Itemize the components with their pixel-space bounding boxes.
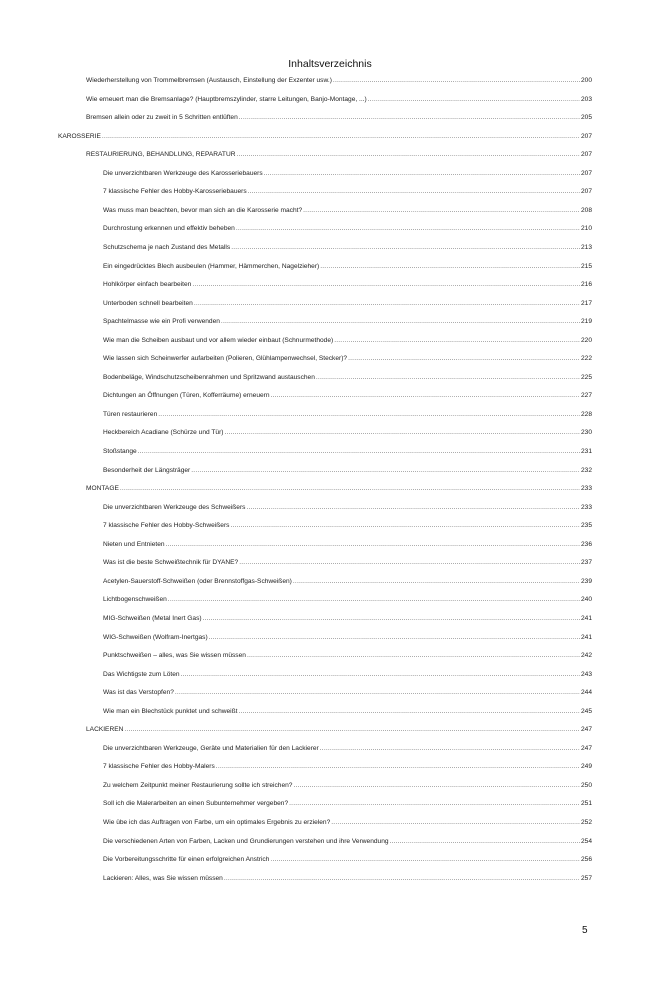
toc-entry[interactable] — [86, 113, 592, 122]
toc-entry[interactable] — [103, 595, 592, 604]
toc-dot-leader — [224, 428, 580, 437]
toc-entry[interactable] — [103, 336, 592, 345]
toc-dot-leader — [368, 95, 580, 104]
toc-entry-page: 237 — [580, 559, 592, 567]
toc-entry[interactable] — [86, 76, 592, 85]
toc-entry-title: KAROSSERIE — [58, 132, 101, 140]
toc-dot-leader — [124, 725, 580, 734]
toc-entry-page: 241 — [580, 614, 592, 622]
toc-entry-title: Die verschiedenen Arten von Farben, Lacken und Grundierungen verstehen und ihre Verwendung — [103, 837, 389, 845]
toc-entry-title: MIG-Schweißen (Metal Inert Gas) — [103, 614, 202, 622]
toc-entry-page: 244 — [580, 689, 592, 697]
toc-entry[interactable] — [103, 688, 592, 697]
toc-entry-page: 213 — [580, 243, 592, 251]
toc-dot-leader — [247, 651, 580, 660]
toc-entry[interactable] — [103, 206, 592, 215]
toc-entry-title: Dichtungen an Öffnungen (Türen, Kofferräume) erneuern — [103, 392, 270, 400]
toc-entry[interactable] — [103, 577, 592, 586]
toc-dot-leader — [181, 670, 580, 679]
toc-entry-title: Acetylen-Sauerstoff-Schweißen (oder Brennstoffgas-Schweißen) — [103, 577, 292, 585]
toc-entry-page: 254 — [580, 837, 592, 845]
toc-entry[interactable] — [103, 317, 592, 326]
toc-entry-page: 207 — [580, 169, 592, 177]
toc-entry-title: WIG-Schweißen (Wolfram-Inertgas) — [103, 633, 208, 641]
toc-entry-title: Besonderheit der Längsträger — [103, 466, 191, 474]
toc-entry-title: 7 klassische Fehler des Hobby-Malers — [103, 763, 215, 771]
toc-entry-page: 243 — [580, 670, 592, 678]
toc-entry[interactable] — [103, 781, 592, 790]
toc-dot-leader — [320, 262, 580, 271]
toc-dot-leader — [102, 132, 580, 141]
toc-entry-title: Wie man die Scheiben ausbaut und vor allem wieder einbaut (Schnurmethode) — [103, 336, 334, 344]
toc-dot-leader — [264, 169, 580, 178]
toc-dot-leader — [216, 762, 580, 771]
toc-entry-title: Was ist das Verstopfen? — [103, 689, 174, 697]
toc-dot-leader — [239, 113, 580, 122]
toc-entry-page: 233 — [580, 503, 592, 511]
toc-entry-title: Spachtelmasse wie ein Profi verwenden — [103, 318, 220, 326]
toc-dot-leader — [236, 224, 580, 233]
page-number: 5 — [582, 925, 588, 936]
toc-entry-title: Wie übe ich das Auftragen von Farbe, um ein optimales Ergebnis zu erzielen? — [103, 819, 331, 826]
toc-entry[interactable] — [103, 707, 592, 716]
toc-dot-leader — [246, 503, 580, 512]
toc-entry[interactable] — [103, 169, 592, 178]
toc-entry[interactable] — [103, 744, 592, 753]
toc-entry-page: 250 — [580, 781, 592, 789]
toc-entry-page: 225 — [580, 373, 592, 381]
toc-entry-page: 230 — [580, 429, 592, 437]
toc-dot-leader — [348, 354, 580, 363]
toc-entry-page: 240 — [580, 596, 592, 604]
toc-dot-leader — [120, 484, 580, 493]
toc-entry-title: Was ist die beste Schweißtechnik für DYANE? — [103, 559, 239, 567]
toc-entry[interactable] — [103, 354, 592, 363]
toc-entry[interactable] — [103, 299, 592, 308]
toc-dot-leader — [209, 633, 580, 642]
toc-entry-page: 205 — [580, 114, 592, 122]
toc-entry-page: 241 — [580, 633, 592, 641]
toc-entry-title: Ein eingedrücktes Blech ausbeulen (Hammer, Hämmerchen, Nagelzieher) — [103, 262, 320, 270]
toc-dot-leader — [293, 781, 580, 790]
toc-entry-title: Wie lassen sich Scheinwerfer aufarbeiten (Polieren, Glühlampenwechsel, Stecker)? — [103, 355, 348, 363]
toc-entry-title: 7 klassische Fehler des Hobby-Schweißers — [103, 522, 230, 530]
toc-dot-leader — [168, 595, 580, 604]
toc-entry-page: 257 — [580, 874, 592, 882]
toc-entry-page: 247 — [580, 726, 592, 734]
toc-dot-leader — [166, 540, 580, 549]
toc-dot-leader — [191, 466, 580, 475]
toc-entry-title: Nieten und Entnieten — [103, 540, 165, 548]
toc-entry[interactable] — [103, 447, 592, 456]
toc-entry-title: Wiederherstellung von Trommelbremsen (Austausch, Einstellung der Exzenter usw.) — [86, 77, 332, 84]
toc-entry-page: 231 — [580, 448, 592, 455]
toc-entry-page: 228 — [580, 410, 592, 418]
toc-entry-page: 200 — [580, 77, 592, 84]
toc-dot-leader — [271, 391, 580, 400]
toc-entry-page: 247 — [580, 744, 592, 752]
toc-entry-title: Durchrostung erkennen und effektiv beheben — [103, 225, 235, 233]
toc-dot-leader — [158, 410, 580, 419]
toc-entry[interactable] — [103, 855, 592, 864]
toc-entry-title: Die Vorbereitungsschritte für einen erfolgreichen Anstrich — [103, 856, 270, 864]
toc-entry-title: Zu welchem Zeitpunkt meiner Restaurierung sollte ich streichen? — [103, 781, 293, 789]
toc-entry-page: 207 — [580, 132, 592, 140]
toc-entry-title: Schutzschema je nach Zustand des Metalls — [103, 243, 231, 251]
toc-entry[interactable] — [86, 95, 592, 104]
toc-dot-leader — [293, 577, 580, 586]
toc-entry-page: 217 — [580, 299, 592, 307]
toc-entry-page: 252 — [580, 819, 592, 826]
toc-dot-leader — [138, 447, 580, 456]
toc-entry-page: 245 — [580, 707, 592, 715]
toc-dot-leader — [175, 688, 580, 697]
toc-entry-page: 220 — [580, 336, 592, 344]
toc-entry[interactable] — [103, 187, 592, 196]
toc-dot-leader — [203, 614, 580, 623]
toc-dot-leader — [230, 521, 580, 530]
toc-dot-leader — [239, 707, 580, 716]
toc-entry[interactable] — [103, 243, 592, 252]
toc-entry-page: 251 — [580, 800, 592, 808]
toc-entry-page: 233 — [580, 485, 592, 493]
toc-entry-page: 210 — [580, 225, 592, 233]
toc-entry[interactable] — [103, 540, 592, 549]
toc-entry-title: Das Wichtigste zum Löten — [103, 670, 180, 678]
toc-dot-leader — [270, 855, 580, 864]
toc-entry[interactable] — [103, 410, 592, 419]
toc-entry[interactable] — [103, 799, 592, 808]
toc-dot-leader — [333, 76, 580, 85]
toc-entry[interactable] — [103, 874, 592, 883]
toc-entry[interactable] — [103, 280, 592, 289]
toc-entry-title: Unterboden schnell bearbeiten — [103, 299, 193, 307]
page-title: Inhaltsverzeichnis — [288, 58, 372, 70]
toc-entry[interactable] — [86, 484, 592, 493]
toc-entry-title: Wie man ein Blechstück punktet und schweißt — [103, 707, 238, 715]
toc-entry-page: 203 — [580, 95, 592, 103]
toc-entry-page: 227 — [580, 392, 592, 400]
toc-entry[interactable] — [103, 651, 592, 660]
toc-dot-leader — [192, 280, 580, 289]
toc-entry-page: 256 — [580, 856, 592, 864]
toc-entry[interactable] — [103, 633, 592, 642]
toc-dot-leader — [239, 558, 580, 567]
toc-entry-title: Heckbereich Acadiane (Schürze und Tür) — [103, 429, 224, 437]
toc-entry[interactable] — [103, 224, 592, 233]
toc-entry[interactable] — [103, 373, 592, 382]
toc-entry-title: RESTAURIERUNG, BEHANDLUNG, REPARATUR — [86, 151, 236, 159]
toc-entry[interactable] — [103, 391, 592, 400]
toc-entry-title: Die unverzichtbaren Werkzeuge, Geräte und Materialien für den Lackierer — [103, 744, 319, 752]
toc-entry-page: 215 — [580, 262, 592, 270]
toc-entry-title: Stoßstange — [103, 448, 137, 455]
toc-entry-title: Lichtbogenschweißen — [103, 596, 167, 604]
toc-entry-title: Hohlkörper einfach bearbeiten — [103, 281, 192, 289]
toc-entry-title: Soll ich die Malerarbeiten an einen Subunternehmer vergeben? — [103, 800, 289, 808]
toc-entry[interactable] — [103, 503, 592, 512]
toc-entry-title: Die unverzichtbaren Werkzeuge des Schweißers — [103, 503, 246, 511]
toc-entry-page: 219 — [580, 318, 592, 326]
toc-dot-leader — [248, 187, 580, 196]
toc-entry-page: 208 — [580, 206, 592, 214]
toc-entry-title: LACKIEREN — [86, 726, 124, 734]
toc-entry[interactable] — [103, 466, 592, 475]
toc-entry-title: Türen restaurieren — [103, 410, 158, 418]
toc-dot-leader — [320, 744, 580, 753]
toc-dot-leader — [316, 373, 580, 382]
toc-entry[interactable] — [103, 521, 592, 530]
toc-entry-title: Die unverzichtbaren Werkzeuge des Karosseriebauers — [103, 169, 263, 177]
toc-entry-page: 216 — [580, 281, 592, 289]
toc-entry-title: MONTAGE — [86, 485, 119, 493]
toc-entry-page: 235 — [580, 522, 592, 530]
toc-dot-leader — [331, 818, 580, 827]
toc-entry[interactable] — [103, 558, 592, 567]
toc-entry-title: Was muss man beachten, bevor man sich an die Karosserie macht? — [103, 206, 303, 214]
toc-entry-page: 242 — [580, 652, 592, 660]
toc-dot-leader — [194, 299, 580, 308]
toc-entry[interactable] — [103, 762, 592, 771]
toc-dot-leader — [231, 243, 580, 252]
toc-dot-leader — [236, 150, 580, 159]
toc-entry-title: Lackieren: Alles, was Sie wissen müssen — [103, 874, 223, 882]
toc-entry-page: 222 — [580, 355, 592, 363]
toc-dot-leader — [221, 317, 580, 326]
toc-entry[interactable] — [86, 725, 592, 734]
toc-dot-leader — [334, 336, 580, 345]
toc-dot-leader — [289, 799, 580, 808]
toc-entry-title: Bodenbeläge, Windschutzscheibenrahmen und Spritzwand austauschen — [103, 373, 315, 381]
toc-dot-leader — [224, 874, 580, 883]
toc-dot-leader — [390, 837, 580, 846]
toc-entry-title: Bremsen allein oder zu zweit in 5 Schritten entlüften — [86, 114, 238, 122]
toc-entry-page: 249 — [580, 763, 592, 771]
toc-entry[interactable] — [103, 670, 592, 679]
toc-entry-title: 7 klassische Fehler des Hobby-Karosseriebauers — [103, 188, 247, 196]
toc-entry[interactable] — [103, 818, 592, 827]
toc-entry[interactable] — [86, 150, 592, 159]
toc-entry[interactable] — [103, 614, 592, 623]
toc-entry[interactable] — [103, 428, 592, 437]
toc-entry-title: Wie erneuert man die Bremsanlage? (Hauptbremszylinder, starre Leitungen, Banjo-Montage, ...) — [86, 95, 367, 103]
toc-entry-page: 207 — [580, 188, 592, 196]
toc-entry-page: 207 — [580, 151, 592, 159]
toc-entry[interactable] — [103, 262, 592, 271]
toc-entry[interactable] — [58, 132, 592, 141]
toc-dot-leader — [303, 206, 580, 215]
toc-entry[interactable] — [103, 837, 592, 846]
toc-entry-page: 239 — [580, 577, 592, 585]
toc-entry-page: 232 — [580, 466, 592, 474]
toc-entry-page: 236 — [580, 540, 592, 548]
toc-entry-title: Punktschweißen – alles, was Sie wissen müssen — [103, 652, 246, 660]
